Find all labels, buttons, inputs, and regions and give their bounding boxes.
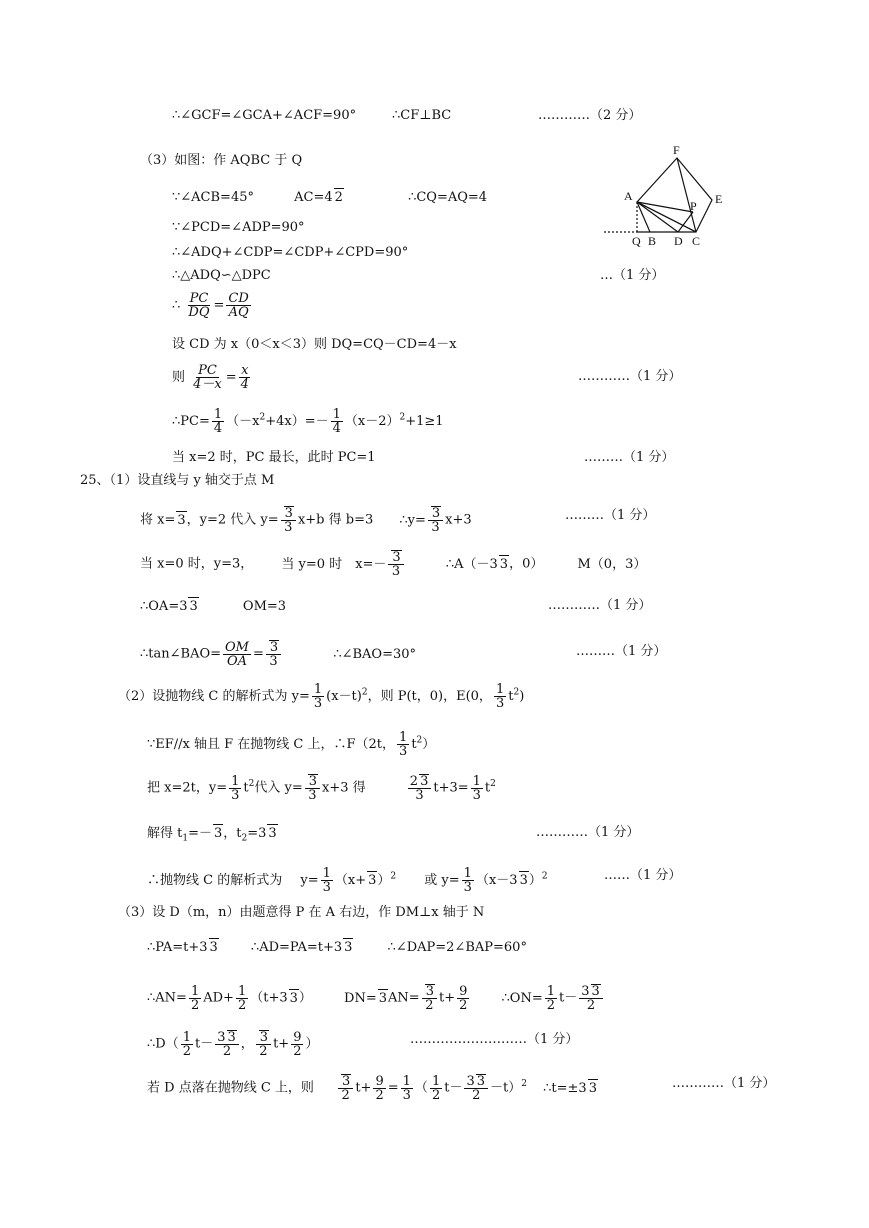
fraction — [430, 1075, 442, 1102]
text: t－ — [194, 1036, 214, 1052]
text: ∴ — [172, 298, 181, 313]
sqrt-radicand: 3 — [342, 1074, 351, 1089]
text: = — [387, 1080, 399, 1096]
fraction — [397, 731, 409, 758]
text: 或 y= — [424, 873, 460, 888]
label-e: E — [715, 192, 723, 206]
den: 2 — [472, 1088, 481, 1103]
text: 当 y=0 时 x=－ — [281, 556, 387, 572]
text: =3 — [247, 826, 267, 841]
line-angle-gcf — [172, 107, 356, 125]
fraction — [373, 1075, 385, 1102]
text: ∴PC= — [172, 414, 210, 429]
text: ，则 P(t，0)，E(0， — [367, 689, 492, 704]
den: OA — [226, 653, 248, 669]
den: 2 — [425, 998, 434, 1013]
den: 3 — [322, 880, 331, 895]
line-part3-intro: （3）如图：作 AQBC 于 Q — [140, 153, 303, 168]
label-q: Q — [632, 234, 641, 248]
text: ∴CQ=AQ=4 — [408, 190, 488, 205]
text: M（0，3） — [577, 556, 647, 572]
text: 将 x= — [140, 512, 176, 528]
exp: 2 — [490, 779, 496, 790]
sqrt-radicand: 3 — [499, 556, 509, 572]
line-adq: ∴∠ADQ+∠CDP=∠CDP+∠CPD=90° — [172, 245, 409, 260]
sub: 2 — [241, 833, 248, 844]
text: 解得 t — [147, 826, 183, 841]
sqrt-radicand: 3 — [269, 640, 279, 655]
text: x+3 — [445, 512, 472, 528]
line-ratio — [172, 292, 253, 319]
sqrt-radicand: 3 — [588, 1080, 597, 1096]
text: AC=4 — [294, 190, 333, 205]
coef: 2 — [409, 774, 419, 789]
score: ………（1 分） — [584, 450, 675, 465]
fraction — [408, 774, 432, 802]
line-cf-perp — [392, 107, 451, 125]
text: y= — [300, 873, 319, 888]
score: …………（1 分） — [672, 1076, 776, 1091]
num: 1 — [546, 983, 555, 999]
sqrt-radicand: 3 — [209, 940, 218, 955]
num: 1 — [332, 407, 341, 422]
sqrt-radicand: 3 — [519, 873, 528, 888]
sqrt-radicand: 3 — [214, 826, 223, 841]
den: 4－x — [193, 377, 222, 392]
label-a: A — [624, 189, 633, 203]
text: ∴ON= — [501, 990, 543, 1006]
fraction — [462, 867, 474, 894]
sqrt-radicand: 2 — [334, 190, 343, 205]
fraction — [189, 985, 201, 1012]
line-part3b: （3）设 D（m，n）由题意得 P 在 A 右边，作 DM⊥x 轴于 N — [118, 905, 485, 920]
line-ef — [147, 731, 435, 758]
line-oa — [140, 597, 286, 616]
line-d-coords — [147, 1030, 319, 1058]
fraction — [388, 550, 403, 578]
den: 2 — [341, 1088, 350, 1103]
text: ∴抛物线 C 的解析式为 — [147, 873, 283, 888]
fraction — [457, 985, 469, 1012]
text: （－x — [226, 414, 260, 429]
sqrt-radicand: 3 — [378, 990, 388, 1006]
text: t+ — [438, 990, 456, 1006]
exp: 2 — [399, 412, 406, 423]
den: 2 — [237, 997, 247, 1013]
sqrt-radicand: 3 — [425, 984, 434, 999]
fraction — [545, 985, 557, 1012]
text: （x－3 — [475, 873, 518, 888]
den: AQ — [228, 305, 249, 320]
fraction — [494, 683, 506, 710]
text: t — [243, 780, 249, 796]
num: 1 — [190, 983, 200, 999]
text: t — [411, 737, 417, 752]
text: ∴CF⊥BC — [392, 108, 452, 123]
text: = — [213, 298, 225, 313]
den: 2 — [182, 1043, 191, 1059]
num: 1 — [182, 1029, 191, 1045]
segment-ap — [637, 202, 693, 212]
fraction — [312, 683, 324, 710]
score: ……（1 分） — [604, 868, 682, 883]
text: ） — [298, 990, 312, 1006]
label-f: F — [673, 143, 680, 157]
label-c: C — [692, 234, 701, 248]
text: 代入 y= — [254, 780, 303, 796]
text: 当 x=0 时，y=3， — [140, 556, 254, 572]
fraction — [226, 292, 250, 319]
text: ∴y= — [399, 512, 426, 528]
text: （x+ — [334, 873, 367, 888]
label-b: B — [648, 234, 657, 248]
num: PC — [189, 291, 209, 306]
text: (x－t) — [326, 689, 362, 704]
text: = — [225, 370, 237, 385]
line-acb — [172, 188, 487, 207]
coef: 3 — [581, 984, 590, 999]
fraction — [256, 1030, 271, 1058]
exp: 2 — [361, 687, 368, 698]
num: 9 — [459, 983, 468, 999]
fraction — [281, 506, 296, 534]
fraction — [428, 506, 443, 534]
sqrt-radicand: 3 — [431, 506, 441, 521]
exp: 2 — [259, 412, 266, 423]
fraction — [401, 1075, 413, 1102]
line-pc-formula — [172, 408, 444, 435]
fraction — [471, 775, 483, 802]
text: ∴∠DAP=2∠BAP=60° — [387, 940, 527, 955]
score: …………（1 分） — [536, 825, 640, 840]
sqrt-radicand: 3 — [259, 1030, 269, 1045]
text: ∴tan∠BAO= — [140, 646, 222, 662]
text: ∴∠GCF=∠GCA+∠ACF=90° — [172, 108, 357, 123]
text: （2）设抛物线 C 的解析式为 y= — [118, 689, 310, 704]
fraction — [229, 775, 241, 802]
score: …………（1 分） — [548, 598, 652, 613]
text: ∴PA=t+3 — [147, 940, 208, 955]
score: …（1 分） — [600, 268, 665, 283]
fraction — [239, 364, 251, 391]
text: ∴A（－3 — [445, 556, 498, 572]
text: t+3= — [433, 780, 469, 796]
text: = — [252, 646, 264, 662]
num: CD — [228, 291, 249, 306]
den: 4 — [213, 421, 223, 436]
coef: 3 — [217, 1030, 226, 1045]
den: 3 — [415, 788, 424, 803]
exp: 2 — [416, 735, 423, 746]
num: PC — [198, 363, 217, 378]
sqrt-radicand: 3 — [284, 506, 293, 521]
sqrt-radicand: 3 — [189, 599, 198, 614]
num: 1 — [431, 1073, 441, 1089]
sqrt-radicand: 3 — [591, 984, 600, 999]
text: ∵EF//x 轴且 F 在抛物线 C 上，∴F（2t， — [147, 737, 396, 752]
num: 1 — [231, 773, 240, 789]
den: 3 — [402, 1087, 411, 1103]
line-similar: ∴△ADQ∽△DPC — [172, 268, 271, 283]
line-sub-x — [140, 506, 472, 534]
num: 9 — [375, 1073, 384, 1089]
sqrt-radicand: 3 — [368, 873, 377, 888]
text: （t+3 — [250, 990, 288, 1006]
fraction — [212, 408, 224, 435]
fraction — [291, 1031, 303, 1058]
num: 1 — [213, 407, 223, 422]
fraction — [579, 984, 603, 1012]
den: 3 — [308, 788, 317, 803]
den: 2 — [586, 998, 596, 1013]
fraction — [215, 1030, 239, 1058]
exp: 2 — [248, 779, 255, 790]
den: 4 — [332, 421, 341, 436]
den: DQ — [188, 305, 210, 320]
num: x — [241, 363, 249, 378]
line-an — [147, 984, 605, 1012]
sub: 1 — [182, 833, 189, 844]
sqrt-radicand: 3 — [177, 512, 186, 528]
segment-ac — [637, 202, 696, 232]
den: 3 — [284, 520, 293, 535]
fraction — [305, 774, 320, 802]
fraction — [321, 867, 333, 894]
text: ) — [519, 689, 525, 704]
num: 1 — [472, 773, 481, 789]
den: 3 — [463, 880, 472, 895]
line-x2: 当 x=2 时，PC 最长，此时 PC=1 — [172, 450, 376, 465]
text: ∴∠BAO=30° — [333, 646, 417, 662]
den: 2 — [293, 1043, 302, 1059]
text: ∴t=±3 — [543, 1080, 587, 1096]
num: 1 — [463, 866, 472, 881]
score: ………（1 分） — [565, 508, 656, 523]
text: AD+ — [203, 990, 234, 1006]
sqrt-radicand: 3 — [476, 1074, 486, 1089]
sqrt-radicand: 3 — [344, 940, 353, 955]
text: ） — [528, 873, 542, 888]
score: ………（1 分） — [576, 644, 667, 659]
fraction — [223, 641, 251, 668]
den: 3 — [431, 520, 440, 535]
fraction — [186, 292, 211, 319]
text: t+ — [273, 1036, 290, 1052]
text: ） — [422, 737, 436, 752]
line-q25: 25、（1）设直线与 y 轴交于点 M — [80, 473, 275, 488]
line-when-x0 — [140, 550, 646, 578]
fraction — [236, 985, 248, 1012]
text: ，y=2 代入 y= — [186, 512, 279, 528]
text: ∴D（ — [147, 1036, 179, 1052]
exp: 2 — [513, 687, 520, 698]
num: 1 — [322, 866, 331, 881]
fraction — [464, 1074, 488, 1102]
score: ………………………（1 分） — [410, 1032, 579, 1047]
den: 4 — [240, 377, 249, 392]
den: 3 — [472, 787, 481, 803]
exp: 2 — [541, 871, 548, 882]
text: OM=3 — [242, 599, 287, 614]
text: =－ — [188, 826, 212, 841]
text: ∴AN= — [147, 990, 187, 1006]
text: －t） — [490, 1080, 522, 1096]
sqrt-radicand: 3 — [227, 1030, 236, 1045]
num: OM — [225, 639, 249, 655]
fraction — [181, 1031, 193, 1058]
den: 2 — [459, 997, 468, 1013]
text: 则 — [172, 370, 186, 385]
exp: 2 — [390, 871, 397, 882]
num: 1 — [237, 983, 247, 999]
den: 2 — [259, 1044, 268, 1059]
den: 3 — [269, 654, 278, 669]
line-pcd: ∵∠PCD=∠ADP=90° — [172, 220, 305, 235]
text: x+b 得 b=3 — [297, 512, 374, 528]
line-tan — [140, 640, 416, 668]
exp: 2 — [521, 1079, 527, 1090]
sqrt-radicand: 3 — [420, 774, 429, 789]
text: （x－2） — [344, 414, 400, 429]
text: t — [484, 780, 491, 796]
text: 若 D 点落在抛物线 C 上，则 — [147, 1080, 314, 1096]
den: 2 — [375, 1087, 384, 1103]
line-parabola-result — [147, 867, 548, 894]
num: 1 — [399, 730, 408, 745]
den: 2 — [431, 1087, 441, 1103]
line-parabola — [118, 683, 524, 710]
text: ∴AD=PA=t+3 — [250, 940, 343, 955]
fraction — [422, 984, 437, 1012]
fraction — [191, 364, 224, 391]
num: 9 — [293, 1029, 302, 1045]
den: 2 — [546, 997, 555, 1013]
sqrt-radicand: 3 — [268, 826, 277, 841]
num: 1 — [402, 1073, 411, 1089]
label-p: P — [690, 199, 697, 213]
sqrt-radicand: 3 — [392, 550, 401, 565]
text: t－ — [444, 1080, 463, 1096]
den: 2 — [222, 1044, 232, 1059]
text: x+3 得 — [322, 780, 366, 796]
score: …………（1 分） — [578, 369, 682, 384]
text: +4x）=－ — [265, 414, 329, 429]
text: （ — [414, 1080, 428, 1096]
text: DN= — [344, 990, 377, 1006]
geometry-figure — [604, 140, 729, 252]
num: 1 — [495, 682, 505, 697]
text: ， — [240, 1036, 254, 1052]
text: +1≥1 — [405, 414, 444, 429]
fraction — [266, 640, 281, 668]
line-solve — [147, 824, 278, 848]
text: ） — [305, 1036, 319, 1052]
line-let-cd: 设 CD 为 x（0＜x＜3）则 DQ=CQ－CD=4－x — [172, 337, 457, 352]
fraction — [331, 408, 343, 435]
sqrt-radicand: 3 — [289, 990, 298, 1006]
line-final — [147, 1074, 598, 1102]
text: ∵∠ACB=45° — [172, 190, 254, 205]
line-then — [172, 364, 253, 391]
den: 3 — [231, 787, 240, 803]
line-pa — [147, 938, 527, 957]
sqrt-radicand: 3 — [308, 774, 317, 789]
label-d: D — [674, 234, 683, 248]
text: ） — [377, 873, 391, 888]
den: 3 — [313, 696, 323, 711]
text: AN= — [388, 990, 420, 1006]
den: 2 — [190, 997, 200, 1013]
text: ∴OA=3 — [140, 599, 188, 614]
text: 把 x=2t，y= — [147, 780, 228, 796]
text: t+ — [355, 1080, 372, 1096]
num: 1 — [313, 682, 323, 697]
text: ，t — [223, 826, 242, 841]
score: …………（2 分） — [538, 108, 642, 123]
line-sub-2t — [147, 774, 496, 802]
fraction — [338, 1074, 353, 1102]
den: 3 — [495, 696, 505, 711]
den: 3 — [399, 744, 408, 759]
coef: 3 — [466, 1074, 475, 1089]
text: t — [508, 689, 514, 704]
den: 3 — [391, 564, 401, 579]
text: t－ — [559, 990, 578, 1006]
text: ，0） — [509, 556, 544, 572]
